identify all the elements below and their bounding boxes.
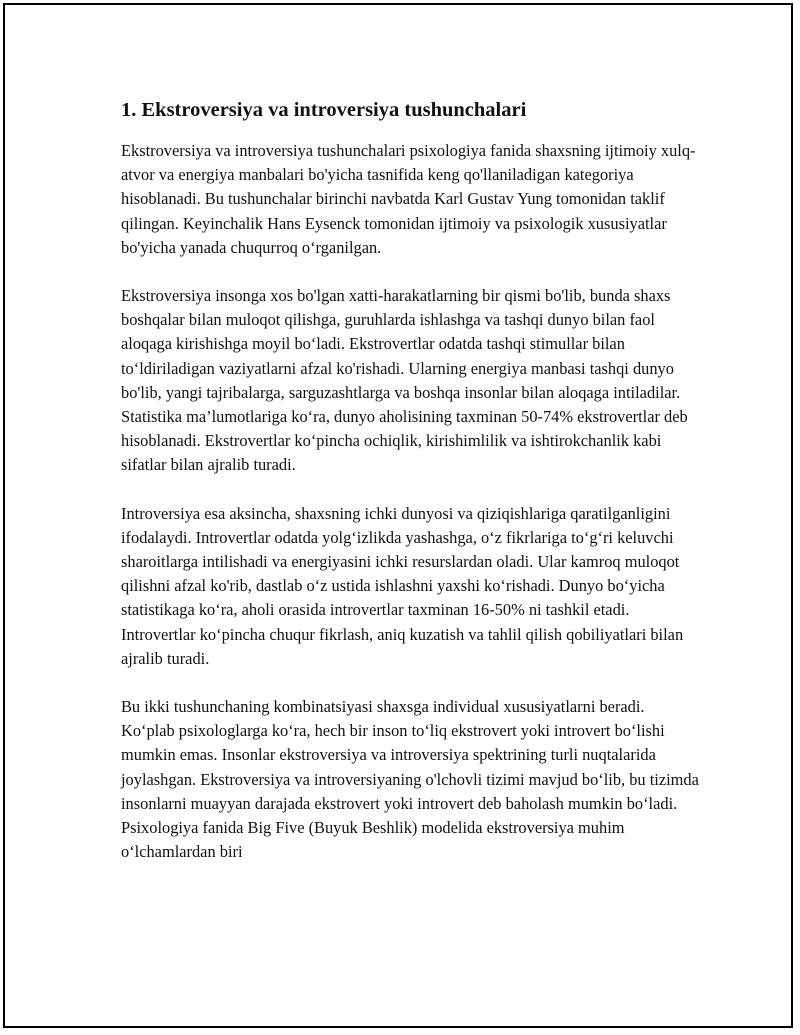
paragraph-introversion: Introversiya esa aksincha, shaxsning ichki dunyosi va qiziqishlariga qaratilganligini ifodalaydi. Introvertlar odatda yolg‘izlikda yashashga, o‘z fikrlariga to‘g‘ri keluvchi sharoitlarga intilishadi va energiyasini ichki resurslardan oladi. Ular kamroq muloqot qilishni afzal ko'rib, dastlab o‘z ustida ishlashni yaxshi ko‘rishadi. Dunyo bo‘yicha statistikaga ko‘ra, aholi orasida introvertlar taxminan 16-50% ni tashkil etadi. Introvertlar ko‘pincha chuqur fikrlash, aniq kuzatish va tahlil qilish qobiliyatlari bilan ajralib turadi.: [121, 503, 684, 668]
section-heading: 1. Ekstroversiya va introversiya tushunchalari: [121, 99, 527, 121]
paragraph-extroversion: Ekstroversiya insonga xos bo'lgan xatti-harakatlarning bir qismi bo'lib, bunda shaxs boshqalar bilan muloqot qilishga, guruhlarda ishlashga va tashqi dunyo bilan faol aloqaga kirishishga moyil bo‘ladi. Ekstrovertlar odatda tashqi stimullar bilan to‘ldiriladigan vaziyatlarni afzal ko'rishadi. Ularning energiya manbasi tashqi dunyo bo'lib, yangi tajribalarga, sarguzashtlarga va boshqa insonlar bilan aloqaga intiladilar. Statistika ma’lumotlariga ko‘ra, dunyo aholisining taxminan 50-74% ekstrovertlar deb hisoblanadi. Ekstrovertlar ko‘pincha ochiqlik, kirishimlilik va ishtirokchanlik kabi sifatlar bilan ajralib turadi.: [121, 286, 688, 475]
document-body: [121, 97, 701, 888]
paragraph-definition: Ekstroversiya va introversiya tushunchalari psixologiya fanida shaxsning ijtimoiy xulq-atvor va energiya manbalari bo'yicha tasnifida keng qo'llaniladigan kategoriya hisoblanadi. Bu tushunchalar birinchi navbatda Karl Gustav Yung tomonidan taklif qilingan. Keyinchalik Hans Eysenck tomonidan ijtimoiy va psixologik xususiyatlar bo'yicha yanada chuqurroq o‘rganilgan.: [121, 141, 696, 257]
paragraph-combination: Bu ikki tushunchaning kombinatsiyasi shaxsga individual xususiyatlarni beradi. Ko‘plab psixologlarga ko‘ra, hech bir inson to‘liq ekstrovert yoki introvert bo‘lishi mumkin emas. Insonlar ekstroversiya va introversiya spektrining turli nuqtalarida joylashgan. Ekstroversiya va introversiyaning o'lchovli tizimi mavjud bo‘lib, bu tizimda insonlarni muayyan darajada ekstrovert yoki introvert deb baholash mumkin bo‘ladi. Psixologiya fanida Big Five (Buyuk Beshlik) modelida ekstroversiya muhim o‘lchamlardan biri: [121, 697, 699, 862]
document-page: [3, 3, 793, 1028]
